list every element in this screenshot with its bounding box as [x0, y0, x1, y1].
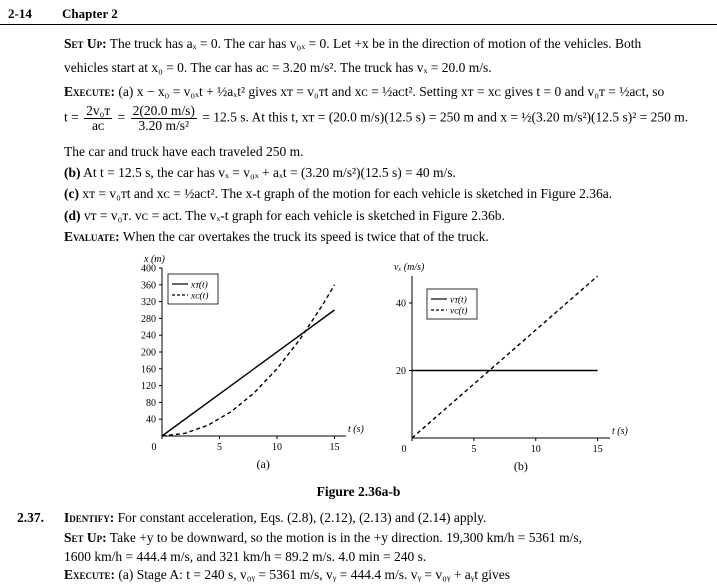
chart-b-ylabel: vₓ (m/s)	[394, 262, 425, 273]
fraction-2-denominator: 3.20 m/s²	[138, 118, 190, 133]
chart-a-ytick-label: 360	[141, 280, 156, 292]
fraction-line-rest: = 12.5 s. At this t, xᴛ = (20.0 m/s)(12.5 s) = 250 m and x = ½(3.20 m/s²)(12.5 s)² = 250 m.	[202, 109, 689, 125]
chart-a-xtick-label: 10	[272, 442, 282, 453]
chart-b-legend-label: vᴄ(t)	[450, 306, 468, 317]
chart-a-ytick-label: 320	[141, 297, 156, 309]
execute-text: (a) x − x₀ = v₀ₓt + ½aₓt² gives xᴛ = v₀ᴛt and xᴄ = ½aᴄt². Setting xᴛ = xᴄ gives t = 0 and v₀ᴛ = ½aᴄt, so	[118, 84, 665, 99]
t-equals: t =	[64, 109, 79, 125]
chart-b-panel-label: (b)	[513, 459, 528, 473]
part-b-text: At t = 12.5 s, the car has vₓ = v₀ₓ + aₓt = (3.20 m/s²)(12.5 s) = 40 m/s.	[83, 165, 456, 180]
execute2-label: Execute:	[64, 567, 116, 582]
fraction-1-numerator: 2v₀ᴛ	[86, 103, 111, 118]
chart-a-ytick-label: 280	[141, 313, 156, 325]
part-c-line	[64, 186, 612, 202]
chart-b-xtick-label: 0	[401, 444, 407, 455]
part-b-label: (b)	[64, 165, 81, 180]
part-b-line	[64, 165, 456, 181]
fraction-2	[131, 104, 197, 133]
chart-a-ylabel: x (m)	[144, 254, 165, 265]
setup2-label: Set Up:	[64, 530, 107, 545]
chart-b-xtick-label: 10	[530, 444, 541, 455]
fraction-1	[84, 104, 112, 133]
setup-line-2: vehicles start at x₀ = 0. The car has aᴄ = 3.20 m/s². The truck has vₓ = 20.0 m/s.	[64, 60, 492, 75]
chapter-title: Chapter 2	[62, 6, 118, 21]
fraction-2-numerator: 2(20.0 m/s)	[132, 103, 195, 118]
identify-line	[64, 510, 486, 526]
chart-b-xtick-label: 15	[592, 444, 603, 455]
chart-b-xlabel: t (s)	[612, 426, 628, 437]
chart-b-ytick-label: 20	[396, 366, 406, 377]
setup-line-1	[64, 36, 641, 52]
chart-a-ytick-label: 240	[141, 330, 156, 342]
chart-a-legend-label: xᴛ(t)	[191, 280, 208, 291]
chart-b	[375, 254, 628, 474]
fraction-line	[64, 104, 688, 133]
result-line: The car and truck have each traveled 250 m.	[64, 144, 304, 159]
chart-a-xlabel: t (s)	[348, 424, 364, 435]
page-header	[0, 0, 717, 25]
chart-a-ytick-label: 80	[146, 397, 156, 409]
part-c-label: (c)	[64, 186, 79, 201]
part-d-label: (d)	[64, 208, 81, 223]
setup2-text: Take +y to be downward, so the motion is in the +y direction. 19,300 km/h = 5361 m/s,	[109, 530, 582, 545]
setup-text-1: The truck has aₓ = 0. The car has v₀ₓ = 0. Let +x be in the direction of motion of the vehicles. Both	[109, 36, 642, 51]
chart-a-ytick-label: 40	[146, 414, 156, 426]
part-d-line	[64, 208, 505, 224]
chart-b-legend-label: vᴛ(t)	[450, 295, 467, 306]
equals-sign: =	[117, 109, 126, 125]
fraction-1-denominator: aᴄ	[91, 118, 105, 133]
execute-label: Execute:	[64, 84, 116, 99]
chart-a-ytick-label: 120	[141, 381, 156, 393]
chart-a-series-car	[162, 285, 335, 436]
chart-a-xtick-label: 5	[217, 442, 222, 453]
execute2-text: (a) Stage A: t = 240 s, v₀ᵧ = 5361 m/s, vᵧ = 444.4 m/s. vᵧ = v₀ᵧ + aᵧt gives	[118, 567, 511, 582]
setup-label: Set Up:	[64, 36, 107, 51]
chart-a-ytick-label: 200	[141, 347, 156, 359]
execute-line	[64, 84, 664, 100]
setup2-line-2: 1600 km/h = 444.4 m/s, and 321 km/h = 89.2 m/s. 4.0 min = 240 s.	[64, 549, 427, 564]
chart-b-ytick-label: 40	[396, 298, 406, 310]
chart-b-xtick-label: 5	[471, 444, 477, 455]
part-c-text: xᴛ = v₀ᴛt and xᴄ = ½aᴄt². The x-t graph of the motion for each vehicle is sketched in Figure 2.36a.	[82, 186, 613, 201]
chart-a-panel-label: (a)	[256, 457, 270, 471]
identify-text: For constant acceleration, Eqs. (2.8), (2.12), (2.13) and (2.14) apply.	[117, 510, 487, 525]
evaluate-line	[64, 229, 489, 245]
page-number: 2-14	[8, 6, 32, 21]
chart-a-series-truck	[162, 310, 335, 436]
chart-a-ytick-label: 400	[141, 263, 156, 275]
figure-caption: Figure 2.36a-b	[316, 484, 401, 499]
execute2-line	[64, 567, 510, 583]
chart-a	[110, 246, 364, 474]
chart-a-xtick-label: 15	[329, 442, 340, 453]
chart-a-legend-label: xᴄ(t)	[191, 291, 209, 302]
chart-a-xtick-label: 0	[151, 442, 157, 453]
part-d-text: vᴛ = v₀ᴛ. vᴄ = aᴄt. The vₓ-t graph for each vehicle is sketched in Figure 2.36b.	[83, 208, 505, 223]
setup2-line-1	[64, 530, 582, 546]
problem-number: 2.37.	[17, 510, 44, 525]
evaluate-text: When the car overtakes the truck its speed is twice that of the truck.	[122, 229, 489, 244]
evaluate-label: Evaluate:	[64, 229, 120, 244]
identify-label: Identify:	[64, 510, 115, 525]
chart-a-ytick-label: 160	[141, 364, 156, 376]
